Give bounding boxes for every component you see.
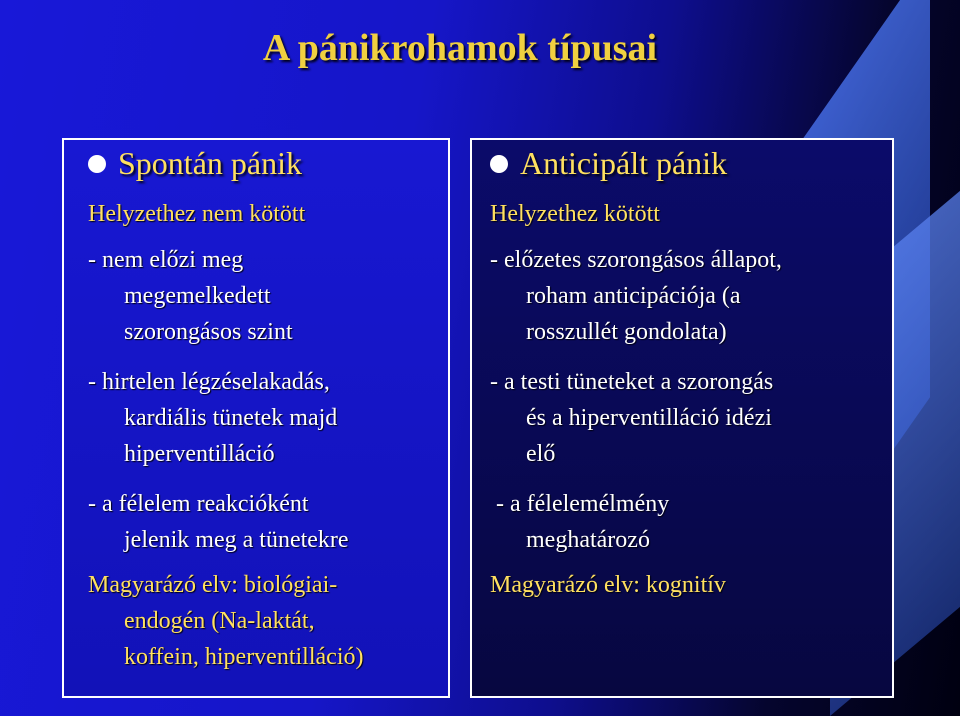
left-heading-text: Spontán pánik: [118, 145, 302, 181]
right-explain-line: Magyarázó elv: kognitív: [490, 572, 726, 598]
right-item-1-line: roham anticipációja (a: [526, 283, 741, 309]
right-item-3-line: - a félelemélmény: [490, 491, 670, 517]
right-item-3: [490, 486, 669, 558]
slide-title: A pánikrohamok típusai: [262, 27, 658, 69]
right-item-2-line: és a hiperventilláció idézi: [526, 405, 772, 431]
right-item-1: [490, 242, 782, 350]
left-item-1-line: megemelkedett: [124, 283, 271, 309]
left-item-1: [88, 242, 293, 350]
right-explain: [490, 567, 726, 603]
left-item-2: [88, 364, 337, 472]
right-heading: [490, 145, 727, 182]
left-item-2-line: kardiális tünetek majd: [124, 405, 338, 431]
right-item-1-line: - előzetes szorongásos állapot,: [490, 247, 782, 273]
left-item-1-line: szorongásos szint: [124, 319, 293, 345]
left-heading: [88, 145, 302, 182]
left-explain-line: endogén (Na-laktát,: [124, 608, 315, 634]
right-item-2-line: - a testi tüneteket a szorongás: [490, 369, 774, 395]
left-item-3: [88, 486, 349, 558]
right-item-2-line: elő: [526, 441, 556, 467]
left-item-1-line: - nem előzi meg: [88, 247, 244, 273]
bullet-icon: [490, 155, 508, 173]
left-item-2-line: hiperventilláció: [124, 441, 275, 467]
right-heading-text: Anticipált pánik: [520, 145, 728, 181]
right-item-3-line: meghatározó: [526, 527, 650, 553]
right-subheading: Helyzethez kötött: [490, 201, 660, 227]
left-item-3-line: jelenik meg a tünetekre: [124, 527, 349, 553]
bullet-icon: [88, 155, 106, 173]
left-subheading: Helyzethez nem kötött: [88, 201, 306, 227]
left-item-3-line: - a félelem reakcióként: [88, 491, 309, 517]
left-explain: [88, 567, 363, 675]
left-item-2-line: - hirtelen légzéselakadás,: [88, 369, 330, 395]
right-item-1-line: rosszullét gondolata): [526, 319, 727, 345]
left-explain-line: Magyarázó elv: biológiai-: [88, 572, 338, 598]
right-item-2: [490, 364, 773, 472]
left-explain-line: koffein, hiperventilláció): [124, 644, 364, 670]
